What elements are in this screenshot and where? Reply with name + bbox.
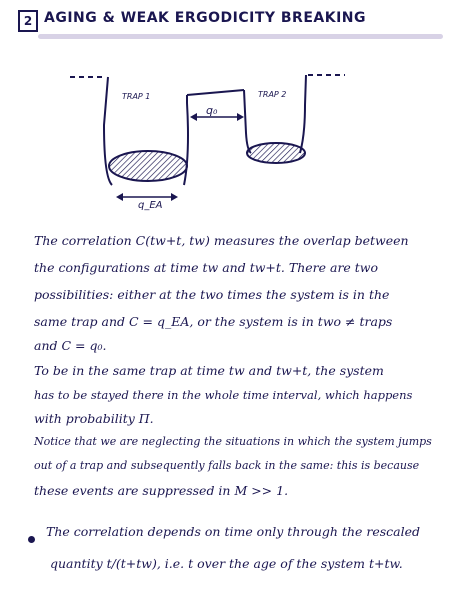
body-line: The correlation C(tw+t, tw) measures the overlap between xyxy=(34,233,409,248)
body-line: and C = q₀. xyxy=(34,338,107,353)
q0-label: q₀ xyxy=(206,104,218,117)
body-line: with probability Π. xyxy=(34,411,154,426)
q0-arrowhead-right xyxy=(237,113,244,121)
trap1-bottom-hatched xyxy=(109,151,187,181)
title-highlight-bar xyxy=(38,34,443,39)
trap-diagram xyxy=(0,55,457,225)
body-line: these events are suppressed in M >> 1. xyxy=(34,483,289,498)
body-line: out of a trap and subsequently falls back in the same: this is because xyxy=(34,459,420,472)
qea-arrowhead-left xyxy=(116,193,123,201)
trap2-bottom-hatched xyxy=(247,143,305,163)
trap2-label: TRAP 2 xyxy=(258,90,287,99)
body-line: To be in the same trap at time tw and tw+t, the system xyxy=(34,363,384,378)
trap1-label: TRAP 1 xyxy=(122,92,151,101)
bullet-line-1: The correlation depends on time only through the rescaled xyxy=(46,524,421,539)
qea-label: q_EA xyxy=(138,200,163,211)
body-line: possibilities: either at the two times the system is in the xyxy=(34,287,390,302)
section-header xyxy=(18,8,438,36)
body-line: the configurations at time tw and tw+t. There are two xyxy=(34,260,379,275)
trap2-well xyxy=(244,75,306,153)
body-line: same trap and C = q_EA, or the system is in two ≠ traps xyxy=(34,314,393,329)
qea-arrowhead-right xyxy=(171,193,178,201)
q0-arrowhead-left xyxy=(190,113,197,121)
section-number-box: 2 xyxy=(18,10,38,32)
section-title: AGING & WEAK ERGODICITY BREAKING xyxy=(44,10,366,26)
bullet-dot xyxy=(28,536,35,543)
bullet-line-2: quantity t/(t+tw), i.e. t over the age of the system t+tw. xyxy=(50,556,403,571)
body-line: Notice that we are neglecting the situations in which the system jumps xyxy=(34,435,432,448)
body-line: has to be stayed there in the whole time interval, which happens xyxy=(34,388,413,402)
barrier-top xyxy=(187,90,244,95)
